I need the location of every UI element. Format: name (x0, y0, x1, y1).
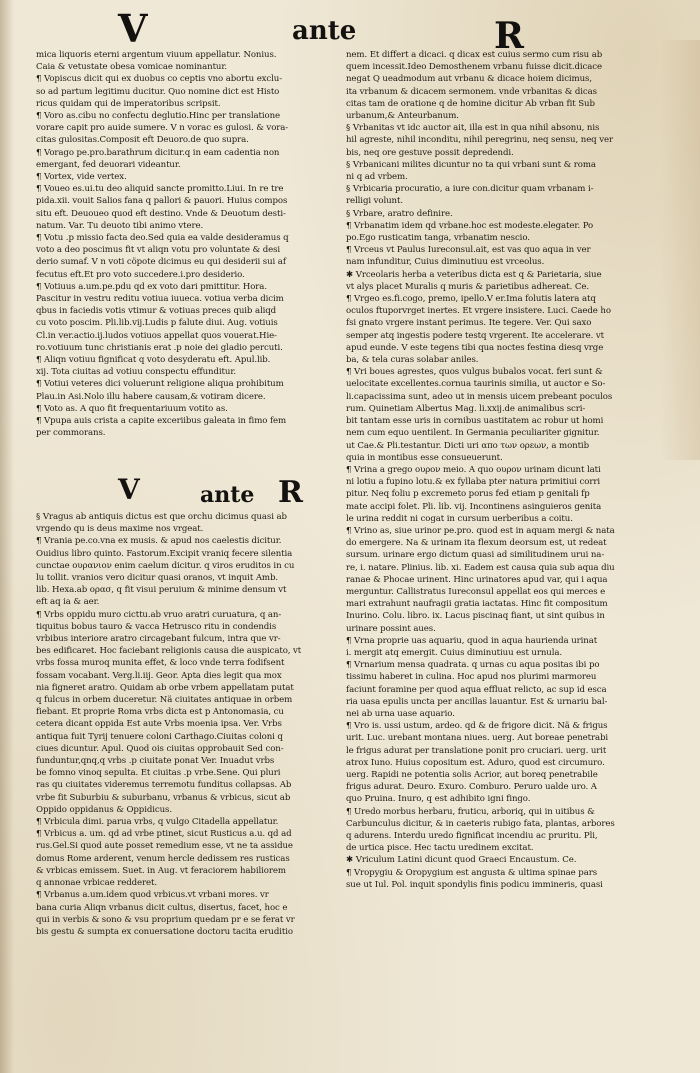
text-line: sue ut Iul. Pol. inquit spondylis finis podicu immineris, quasi (346, 879, 603, 890)
text-line: urinare possint aues. (346, 623, 436, 634)
text-line: bes edificaret. Hoc faciebant religionis causa die auspicato, vt (36, 646, 302, 657)
text-line: Carbunculus dicitur, & in caeteris rubigo fata, plantas, arbores (346, 818, 615, 829)
text-line: ¶ Votiui veteres dici voluerunt religione aliqua prohibitum (36, 379, 284, 390)
text-line: ¶ Vrceus vt Paulus Iureconsul.ait, est vas quo aqua in ver (346, 245, 591, 256)
text-line: pitur. Neq foliu p excremeto porus fed etiam p genitali fp (346, 489, 590, 500)
text-line: cetera dicant oppida Est aute Vrbs moenia ipsa. Ver. Vrbs (36, 719, 282, 730)
text-line: vrbibus interiore aratro circagebant fulcum, intra que vr- (36, 634, 281, 645)
text-line: derio sumaf. V n voti cöpote dicimus eu qui desiderii sui af (36, 257, 286, 268)
text-line: rus.Gel.Si quod aute posset remedium esse, vt ne ta assidue (36, 841, 293, 852)
text-line: natum. Var. Tu deuoto tibi animo vtere. (36, 220, 204, 231)
text-line: sursum. urinare ergo dictum quasi ad similitudinem urui na- (346, 550, 605, 561)
text-line: do emergere. Na & urinam ita flexum deorsum est, ut redeat (346, 538, 607, 549)
text-line: ¶ Vorago pe.pro.barathrum dicitur.q in eam cadentia non (36, 147, 280, 158)
text-line: funduntur,qnq,q vrbs .p ciuitate ponat Ver. Inuadut vrbs (36, 756, 275, 767)
text-line: atrox Iuno. Huius copositum est. Aduro, quod est circumuro. (346, 757, 605, 768)
text-line: relligi volunt. (346, 196, 403, 207)
text-line: ¶ Votu .p missio facta deo.Sed quia ea valde desideramus q (36, 233, 289, 244)
section-head-letter: R (278, 475, 303, 510)
text-line: ¶ Vrino as, siue urinor pe.pro. quod est in aquam mergi & nata (346, 525, 615, 536)
text-line: negat Q ueadmodum aut vrbanu & dicace hoiem dicimus, (346, 74, 592, 85)
text-line: citas tam de oratione q de homine dicitur Ab vrban fit Sub (346, 98, 595, 109)
text-line: urbanum,& Anteurbanum. (346, 111, 459, 122)
left-column-top (36, 49, 336, 440)
text-line: ¶ Voro as.cibu no confectu deglutio.Hinc per translatione (36, 111, 281, 122)
text-line: vrbe fit Suburbiu & suburbanu, vrbanus & vrbicus, sicut ab (36, 792, 291, 803)
text-line: ¶ Voueo es.ui.tu deo aliquid sancte promitto.Liui. In re tre (36, 184, 284, 195)
text-line: tiquitus bobus tauro & vacca Hetrusco ritu in condendis (36, 621, 277, 632)
text-line: faciunt foramine per quod aqua effluat relicto, ac sup id esca (346, 684, 607, 695)
page-stain (660, 40, 700, 460)
text-line: per commorans. (36, 428, 106, 439)
text-line: bis gestu & sumpta ex conuersatione doctoru tacita eruditio (36, 926, 293, 937)
text-line: hil agreste, nihil inconditu, nihil peregrinu, neq sensu, neq ver (346, 135, 613, 146)
text-line: quia in montibus esse consueuerunt. (346, 452, 503, 463)
text-line: ¶ Vrina a grego ουρον meio. A quo ουρον urinam dicunt lati (346, 464, 601, 475)
text-line: Pascitur in vestru reditu votiua iuueca. votiua verba dicim (36, 294, 284, 305)
text-line: urit. Luc. urebant montana niues. uerg. Aut boreae penetrabi (346, 733, 609, 744)
text-line: apud eunde. V este tegens tibi qua noctes festina diesq vrge (346, 342, 604, 353)
text-line: nem. Et differt a dicaci. q dicax est cuius sermo cum risu ab (346, 50, 603, 60)
text-line: ¶ Vri boues agrestes, quos vulgus bubalos vocat. feri sunt & (346, 367, 603, 378)
text-line: § Vrbanitas vt idc auctor ait, illa est in qua nihil absonu, nis (346, 123, 600, 134)
text-line: q annonae vrbicae redderet. (36, 878, 158, 889)
text-line: li.capacissima sunt, adeo ut in mensis uicem prebeant poculos (346, 391, 613, 402)
text-line: § Vragus ab antiquis dictus est que orchu dicimus quasi ab (36, 512, 287, 522)
text-line: so ad partum legitimu ducitur. Quo nomine dict est Histo (36, 86, 280, 97)
text-line: ciues dicuntur. Apul. Quod ois ciuitas opprobauit Sed con- (36, 743, 284, 754)
text-line: Ouidius libro quinto. Fastorum.Excipit vraniq fecere silentia (36, 548, 293, 559)
text-line: pida.xii. vouit Salios fana q pallori & pauori. Huius compos (36, 196, 288, 207)
text-line: Plau.in Asi.Nolo illu habere causam,& votiram dicere. (36, 391, 266, 402)
text-line: ¶ Vortex, vide vertex. (36, 172, 127, 183)
text-line: ro.votiuum tunc christianis erat .p noie dei gladio percuti. (36, 342, 283, 353)
text-line: Oppido oppidanus & Oppidicus. (36, 804, 172, 815)
running-head-letter: R (494, 15, 524, 57)
text-line: fiebant. Et proprie Roma vrbs dicta est p Antonomasia, cu (36, 707, 284, 718)
text-line: ni lotiu a fupino lotu.& ex fyllaba pter natura primitiui corri (346, 477, 600, 488)
text-line: ¶ Voto as. A quo fit frequentariuum votito as. (36, 403, 228, 414)
text-line: quem incessit.Ideo Demosthenem vrbanu fuisse dicit.dicace (346, 62, 602, 73)
text-line: lib. Hexa.ab ορασ, q fit visui peruium & minime densum vt (36, 585, 287, 596)
text-line: ✱ Vriculum Latini dicunt quod Graeci Encaustum. Ce. (346, 855, 577, 866)
text-line: emergant, fed deuorari videantur. (36, 159, 181, 170)
text-line: ¶ Vrania pe.co.vna ex musis. & apud nos caelestis dicitur. (36, 536, 282, 547)
text-line: ras qu ciuitates videremus terremotu funditus collapsas. Ab (36, 780, 292, 791)
text-line: de urtica pisce. Hec tactu uredinem excitat. (346, 843, 534, 854)
text-line: fecutus eft.Et pro voto succedere.i.pro desiderio. (36, 269, 245, 280)
text-line: ¶ Vrbanus a.um.idem quod vrbicus.vt vrbani mores. vr (36, 890, 269, 901)
text-line: ¶ Vro is. ussi ustum, ardeo. qd & de frigore dicit. Nä & frigus (346, 721, 608, 732)
text-line: ni q ad vrbem. (346, 172, 408, 183)
text-line: merguntur. Callistratus Iureconsul appellat eos qui merces e (346, 586, 606, 597)
text-line: le frigus adurat per translatione ponit pro cruciari. uerg. urit (346, 745, 607, 756)
text-line: & vrbicas emissem. Suet. in Aug. vt feraciorem habiliorem (36, 865, 286, 876)
text-line: ¶ Vrgeo es.fi.cogo, premo, ipello.V er.Ima folutis latera atq (346, 294, 596, 305)
text-line: ¶ Vrna proprie uas aquariu, quod in aqua haurienda urinat (346, 635, 598, 646)
text-line: ¶ Vrnarium mensa quadrata. q urnas cu aqua positas ibi po (346, 660, 600, 671)
text-line: re, i. natare. Plinius. lib. xi. Eadem est causa quia sub aqua diu (346, 562, 615, 573)
text-line: bis, neq ore gestuve possit depredendi. (346, 147, 514, 158)
text-line: vt alys placet Muralis q muris & parietibus adhereat. Ce. (346, 281, 589, 292)
text-line: xij. Tota ciuitas ad votiuu conspectu effunditur. (36, 367, 237, 378)
text-line: nam infunditur, Cuius diminutiuu est vrceolus. (346, 257, 545, 268)
text-line: citas gulositas.Composit eft Deuoro.de quo supra. (36, 135, 249, 146)
text-line: be fomno vinoq sepulta. Et ciuitas .p vrbe.Sene. Qui pluri (36, 768, 281, 779)
text-line: ¶ Vrbicus a. um. qd ad vrbe ptinet, sicut Rusticus a.u. qd ad (36, 829, 292, 840)
text-line: ¶ Vrbs oppidu muro cicttu.ab vruo aratri curuatura, q an- (36, 609, 282, 620)
running-head-word: ante (292, 16, 357, 46)
text-line: ✱ Vrceolaris herba a veteribus dicta est q & Parietaria, siue (346, 269, 602, 280)
text-line: tissimu haberet in culina. Hoc apud nos plurimi marmoreu (346, 672, 597, 683)
text-line: Inurino. Colu. libro. ix. Lacus piscinaq fiant, ut sint quibus in (346, 611, 605, 622)
text-line: vorare capit pro auide sumere. V n vorac es gulosi. & vora- (36, 123, 289, 134)
text-line: domus Rome arderent, venum hercle dedissem res rusticas (36, 853, 290, 864)
text-line: le urina reddit ni cogat in cursum uerberibus a coitu. (346, 513, 573, 524)
text-line: cunctae ουρανιον enim caelum dicitur. q viros eruditos in cu (36, 560, 295, 571)
text-line: ria uasa epulis uncta per ancillas lauantur. Est & urnariu bal- (346, 696, 608, 707)
text-line: mate accipi folet. Pli. lib. vij. Incontinens asinguieros genita (346, 501, 602, 512)
text-line: frigus adurat. Deuro. Exuro. Comburo. Peruro ualde uro. A (346, 782, 597, 793)
text-line: ita vrbanum & dicacem sermonem. vnde vrbanitas & dicas (346, 86, 597, 97)
text-line: nia figneret aratro. Quidam ab orbe vrbem appellatam putat (36, 682, 294, 693)
text-line: § Vrbicaria procuratio, a iure con.dicitur quam vrbanam i- (346, 184, 594, 195)
text-line: § Vrbare, aratro definire. (346, 208, 453, 219)
text-line: ¶ Votiuus a.um.pe.pdu qd ex voto dari pmittitur. Hora. (36, 281, 267, 292)
text-line: qbus in faciedis votis vtimur & votiuas preces quib aliqd (36, 306, 277, 317)
text-line: ¶ Vpupa auis crista a capite exceriibus galeata in fimo fem (36, 416, 287, 427)
text-line: eft aq ia & aer. (36, 597, 100, 608)
text-line: nem cum equo uentilent. In Germania peculiariter gignitur. (346, 428, 600, 439)
right-column (346, 49, 662, 891)
text-line: fossam vocabant. Verg.li.iij. Geor. Apta dies legit qua mox (36, 670, 282, 681)
section-head-word: ante (200, 482, 255, 508)
text-line: situ eft. Deuoueo quod eft destino. Vnde & Deuotum desti- (36, 208, 286, 219)
text-line: antiqua fuit Tyrij tenuere coloni Carthago.Ciuitas coloni q (36, 731, 283, 742)
text-line: ut Cae.& Pli.testantur. Dicti uri απο των ορεων, a montib (346, 440, 589, 451)
text-line: i. mergit atq emergit. Cuius diminutiuu est urnula. (346, 647, 563, 658)
text-line: Caia & vetustate obesa vomicae nominantur. (36, 62, 228, 73)
text-line: voto a deo poscimus fit vt aliqn votu pro voluntate & desi (36, 245, 281, 256)
text-line: qui in verbis & sono & vsu proprium quedam pr e se ferat vr (36, 914, 295, 925)
page-edge-shadow (0, 0, 14, 1073)
text-line: mica liquoris eterni argentum viuum appellatur. Nonius. (36, 50, 277, 60)
text-line: oculos ftuporvrget inertes. Et vrgere insistere. Luci. Caede ho (346, 306, 611, 317)
text-line: Cl.in ver.actio.ij.ludos votiuos appellat quos vouerat.Hie- (36, 330, 277, 341)
text-line: po.Ego rusticatim tanga, vrbanatim nescio. (346, 233, 530, 244)
text-line: uelocitate excellentes.cornua taurinis similia, ut auctor e So- (346, 379, 606, 390)
text-line: § Vrbanicani milites dicuntur no ta qui vrbani sunt & roma (346, 159, 596, 170)
section-head-initial: V (118, 473, 140, 506)
text-line: q adurens. Interdu uredo fignificat incendiu ac pruritu. Pli, (346, 831, 598, 841)
text-line: nei ab urna uase aquario. (346, 708, 455, 719)
text-line: ¶ Vrbanatim idem qd vrbane.hoc est modeste.elegater. Po (346, 220, 594, 231)
text-line: vrgendo qu is deus maxime nos vrgeat. (36, 524, 204, 535)
running-head-initial: V (118, 6, 148, 51)
text-line: ¶ Vopiscus dicit qui ex duobus co ceptis vno abortu exclu- (36, 74, 283, 85)
text-line: quo Pruina. Inuro, q est adhibito igni fingo. (346, 794, 531, 805)
text-line: lu tollit. vranios vero dicitur quasi oranos, vt inquit Amb. (36, 573, 279, 584)
text-line: ba, & tela curas solabar aniles. (346, 355, 479, 366)
text-line: fsi gnato vrgere instant perimus. Ite tegere. Ver. Qui saxo (346, 318, 592, 329)
text-line: ¶ Uredo morbus herbaru, fruticu, arboriq, qui in uitibus & (346, 806, 595, 817)
text-line: ricus quidam qui de imperatoribus scripsit. (36, 98, 221, 109)
text-line: cu voto poscim. Pli.lib.vij.Ludis p falute diui. Aug. votiuis (36, 318, 278, 329)
left-column-bottom (36, 511, 336, 938)
text-line: bana curia Aliqn vrbanus dicit cultus, disertus, facet, hoc e (36, 902, 288, 913)
text-line: ¶ Vrbicula dimi. parua vrbs, q vulgo Citadella appellatur. (36, 817, 279, 828)
text-line: ¶ Aliqn votiuu fignificat q voto desyderatu eft. Apul.lib. (36, 355, 271, 366)
text-line: bit tantam esse uris in cornibus uastitatem ac robur ut homi (346, 416, 604, 427)
text-line: uerg. Rapidi ne potentia solis Acrior, aut boreq penetrabile (346, 769, 598, 780)
text-line: ¶ Vropygiu & Oropygium est angusta & ultima spinae pars (346, 867, 598, 878)
text-line: rum. Quinetiam Albertus Mag. li.xxij.de animalibus scri- (346, 403, 586, 414)
text-line: mari extrahunt naufragii gratia iactatas. Hinc fit compositum (346, 599, 608, 610)
text-line: q fulcus in orbem duceretur. Nä ciuitates antiquae in orbem (36, 695, 293, 706)
text-line: vrbs fossa muroq munita effet, & loco vnde terra fodifsent (36, 658, 285, 669)
text-line: semper atq ingestis podere testq vrgerent. Ite accelerare. vt (346, 330, 604, 341)
text-line: ranae & Phocae urinent. Hinc urinatores apud var, qui i aqua (346, 574, 608, 585)
